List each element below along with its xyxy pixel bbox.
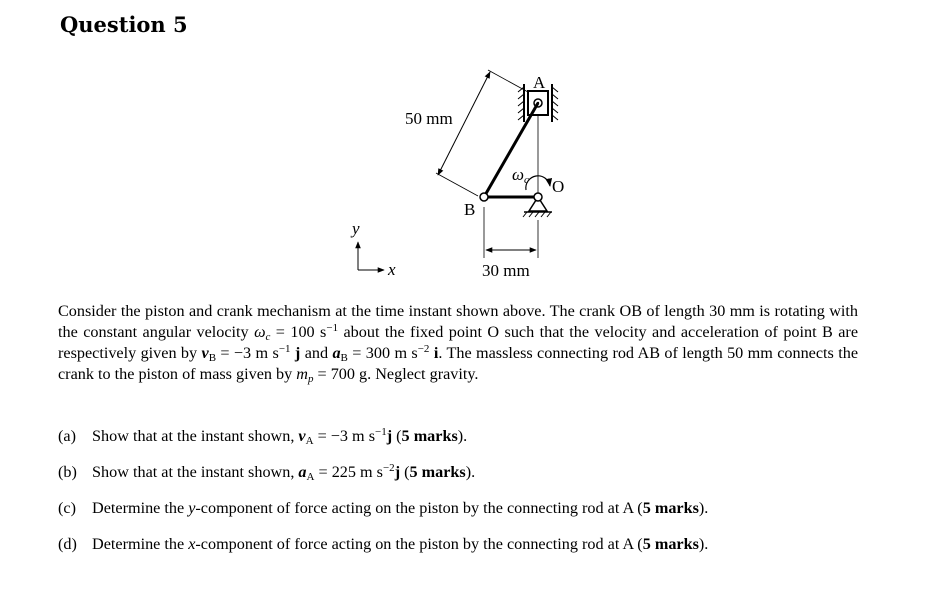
coordinate-axes bbox=[358, 242, 384, 270]
axis-x-label: x bbox=[388, 260, 396, 279]
question-part-d: (d) Determine the x-component of force acting on the piston by the connecting rod at A (5 marks). bbox=[58, 535, 709, 553]
question-part-a: (a) Show that at the instant shown, $v_A = -3$ m $s^{-1}j$ (5 marks). bbox=[58, 426, 468, 447]
question-part-b: (b) Show that at the instant shown, $a_A = 225$ m $s^{-2}j$ (5 marks). bbox=[58, 462, 476, 483]
pin-b bbox=[480, 193, 488, 201]
omega-label: ωc bbox=[512, 165, 529, 186]
problem-statement: Consider the piston and crank mechanism at the time instant shown above. The crank OB of length 30 mm is rotating with the constant angular velocity $\omega_c = 100$ $s^{-1}$ about the fixed point O such that the velocity and acceleration of point B are respectively given by $v_B = -3$ m $s^{-1}$ j and $a_B = 300$ m $s^{-2}$ i. The massless connecting rod AB of length 50 mm connects the crank to the piston of mass given by $m_p = 700$ g. Neglect gravity. bbox=[58, 302, 859, 385]
question-part-c: (c) Determine the y-component of force acting on the piston by the connecting rod at A (5 marks). bbox=[58, 499, 709, 517]
point-a-label: A bbox=[533, 73, 546, 92]
connecting-rod bbox=[484, 103, 538, 197]
mechanism-diagram bbox=[330, 62, 590, 292]
offset-label: 30 mm bbox=[482, 261, 530, 280]
question-parts bbox=[58, 426, 708, 570]
offset-dimension bbox=[484, 207, 538, 258]
question-title: Question 5 bbox=[60, 12, 188, 37]
axis-y-label: y bbox=[352, 219, 360, 238]
point-b-label: B bbox=[464, 200, 476, 219]
rod-length-label: 50 mm bbox=[405, 109, 453, 128]
point-o-label: O bbox=[552, 177, 565, 196]
mechanism-figure bbox=[330, 62, 590, 292]
